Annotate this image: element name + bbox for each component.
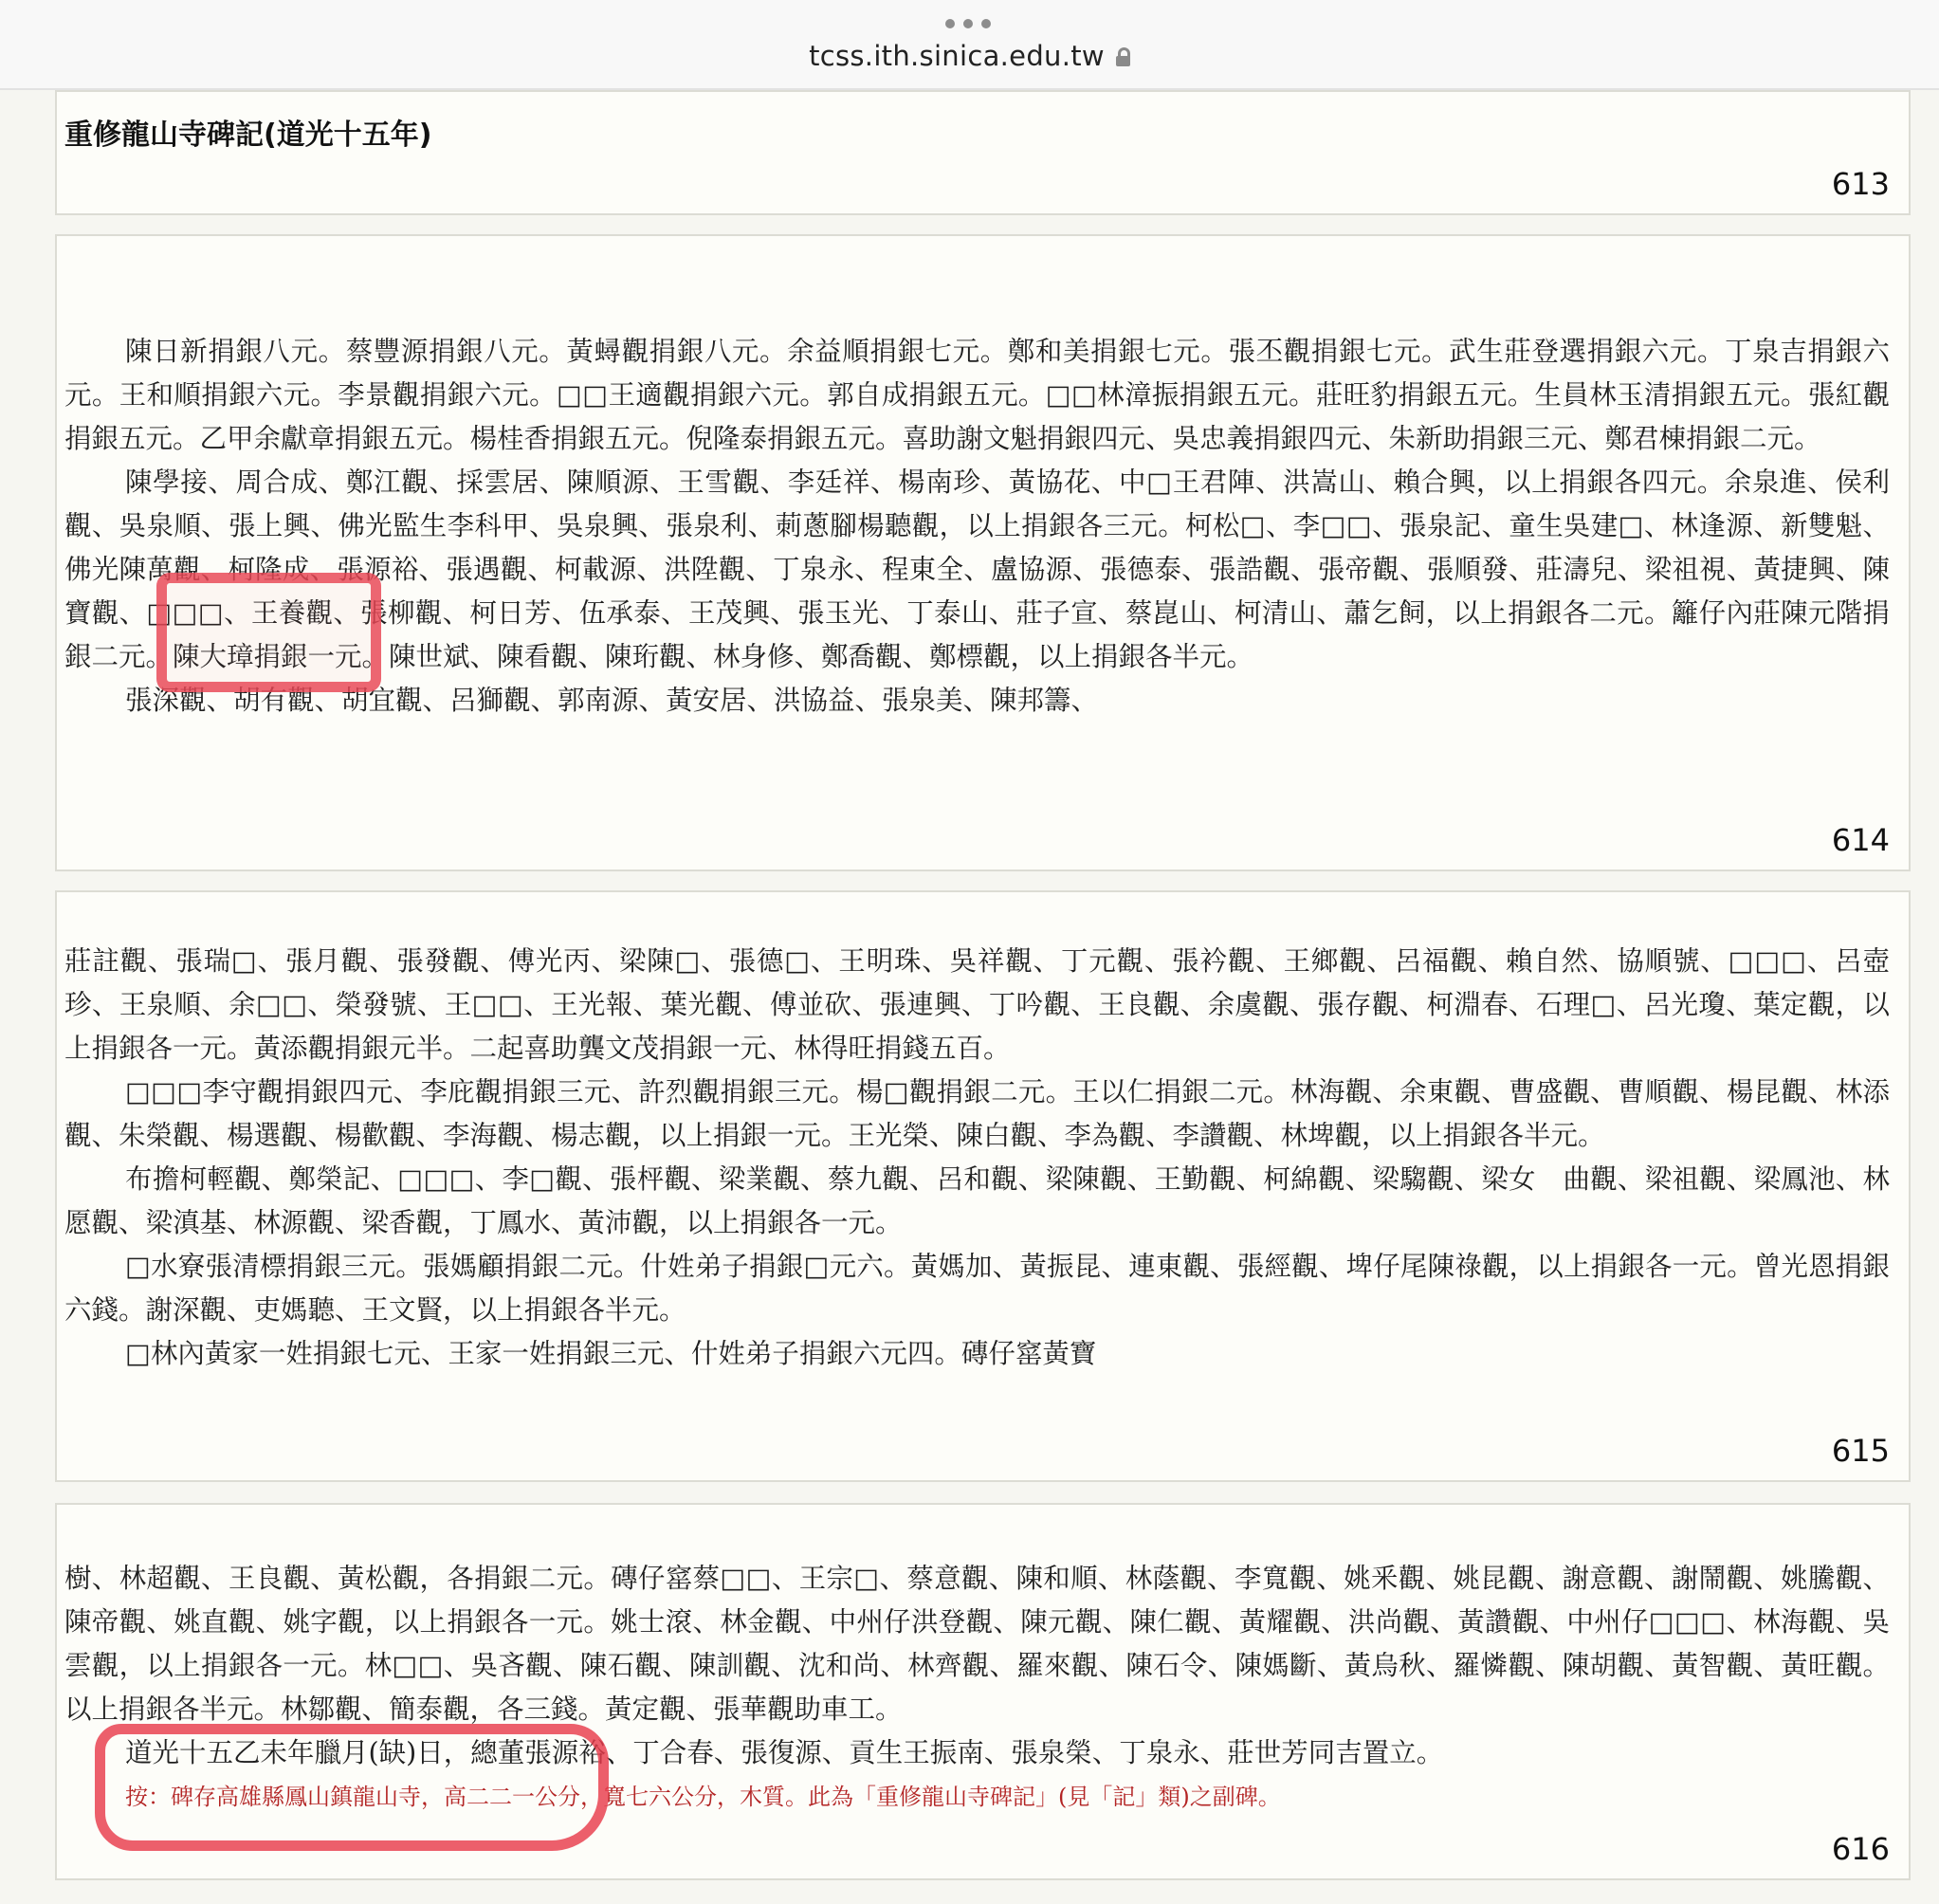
page-number: 613 [1831,166,1890,202]
page-number: 614 [1831,822,1890,858]
page-text [64,330,1890,723]
url-text[interactable]: tcss.ith.sinica.edu.tw [809,40,1105,72]
document-page-614 [55,234,1911,871]
paragraph: 莊註觀、張瑞□、張月觀、張發觀、傅光丙、梁陳□、張德□、王明珠、吳祥觀、丁元觀、張衿觀、王鄉觀、呂福觀、賴自然、協順號、□□□、呂壺珍、王泉順、余□□、榮發號、王□□、王光報、葉光觀、傅並砍、張連興、丁吟觀、王良觀、余虞觀、張存觀、柯淵春、石理□、呂光瓊、葉定觀，以上捐銀各一元。黃添觀捐銀元半。二起喜助龔文茂捐銀一元、林得旺捐錢五百。 [64,945,1890,1064]
paragraph: □林內黃家一姓捐銀七元、王家一姓捐銀三元、什姓弟子捐銀六元四。磚仔窰黃寶 [125,1338,1097,1369]
document-page-613 [55,90,1911,215]
document-page-615 [55,890,1911,1482]
paragraph: 道光十五乙未年臘月(缺)日，總董張源裕、丁合春、張復源、貢生王振南、張泉榮、丁泉永、莊世芳同吉置立。 [125,1737,1444,1768]
page-title: 重修龍山寺碑記(道光十五年) [64,119,432,152]
paragraph: □□□李守觀捐銀四元、李庇觀捐銀三元、許烈觀捐銀三元。楊□觀捐銀二元。王以仁捐銀二元。林海觀、余東觀、曹盛觀、曹順觀、楊昆觀、林添觀、朱榮觀、楊選觀、楊歡觀、李海觀、楊志觀，以上捐銀一元。王光榮、陳白觀、李為觀、李讚觀、林埤觀，以上捐銀各半元。 [64,1076,1890,1151]
paragraph: □水寮張清標捐銀三元。張媽顧捐銀二元。什姓弟子捐銀□元六。黃媽加、黃振昆、連東觀、張經觀、埤仔尾陳祿觀，以上捐銀各一元。曾光恩捐銀六錢。謝深觀、吏媽聽、王文賢，以上捐銀各半元。 [64,1251,1890,1326]
page-text [64,940,1890,1376]
editor-note: 按：碑存高雄縣鳳山鎮龍山寺，高二二一公分，寬七六公分，木質。此為「重修龍山寺碑記」(見「記」類)之副碑。 [125,1784,1281,1810]
paragraph: 陳日新捐銀八元。蔡豐源捐銀八元。黃蟳觀捐銀八元。余益順捐銀七元。鄭和美捐銀七元。張丕觀捐銀七元。武生莊登選捐銀六元。丁泉吉捐銀六元。王和順捐銀六元。李景觀捐銀六元。□□王適觀捐銀六元。郭自成捐銀五元。□□林漳振捐銀五元。莊旺豹捐銀五元。生員林玉清捐銀五元。張紅觀捐銀五元。乙甲余獻章捐銀五元。楊桂香捐銀五元。倪隆泰捐銀五元。喜助謝文魁捐銀四元、吳忠義捐銀四元、朱新助捐銀三元、鄭君棟捐銀二元。 [64,336,1890,454]
more-dots-icon[interactable] [945,19,993,32]
page-number: 615 [1831,1433,1890,1469]
url-bar[interactable] [0,40,1939,72]
document-page-616 [55,1503,1911,1880]
paragraph: 布擔柯輕觀、鄭榮記、□□□、李□觀、張枰觀、梁業觀、蔡九觀、呂和觀、梁陳觀、王勤觀、柯綿觀、梁騶觀、梁女 曲觀、梁祖觀、梁鳳池、林愿觀、梁滇基、林源觀、梁香觀，丁鳳水、黃沛觀，以上捐銀各一元。 [64,1163,1890,1238]
paragraph: 樹、林超觀、王良觀、黃松觀，各捐銀二元。磚仔窰蔡□□、王宗□、蔡意觀、陳和順、林蔭觀、李寬觀、姚釆觀、姚昆觀、謝意觀、謝鬧觀、姚騰觀、陳帝觀、姚直觀、姚字觀，以上捐銀各一元。姚士滾、林金觀、中州仔洪登觀、陳元觀、陳仁觀、黃耀觀、洪尚觀、黃讚觀、中州仔□□□、林海觀、吳雲觀，以上捐銀各一元。林□□、吳吝觀、陳石觀、陳訓觀、沈和尚、林齊觀、羅來觀、陳石令、陳媽斷、黃烏秋、羅憐觀、陳胡觀、黃智觀、黃旺觀。以上捐銀各半元。林鄒觀、簡泰觀，各三錢。黃定觀、張華觀助車工。 [64,1563,1890,1725]
paragraph: 張深觀、胡有觀、胡宜觀、呂獅觀、郭南源、黃安居、洪協益、張泉美、陳邦籌、 [125,685,1099,716]
page-number: 616 [1831,1831,1890,1867]
paragraph: 陳學接、周合成、鄭江觀、採雲居、陳順源、王雪觀、李廷祥、楊南珍、黃協花、中□王君陣、洪嵩山、賴合興，以上捐銀各四元。余泉進、侯利觀、吳泉順、張上興、佛光監生李科甲、吳泉興、張泉利、莿蔥腳楊聽觀，以上捐銀各三元。柯松□、李□□、張泉記、童生吳建□、林逢源、新雙魁、佛光陳萬觀、柯隆成、張源裕、張遇觀、柯載源、洪陞觀、丁泉永、程東全、盧協源、張德泰、張誥觀、張帝觀、張順發、莊濤兒、梁祖視、黃捷興、陳寶觀、□□□、王養觀、張柳觀、柯日芳、伍承泰、王茂興、張玉光、丁泰山、莊子宣、蔡崑山、柯清山、蕭乞飼，以上捐銀各二元。籬仔內莊陳元階捐銀二元。陳大璋捐銀一元。陳世斌、陳看觀、陳珩觀、林身修、鄭喬觀、鄭標觀，以上捐銀各半元。 [64,467,1890,672]
page-text [64,1557,1890,1819]
browser-top-bar [0,0,1939,90]
lock-icon [1116,47,1130,66]
